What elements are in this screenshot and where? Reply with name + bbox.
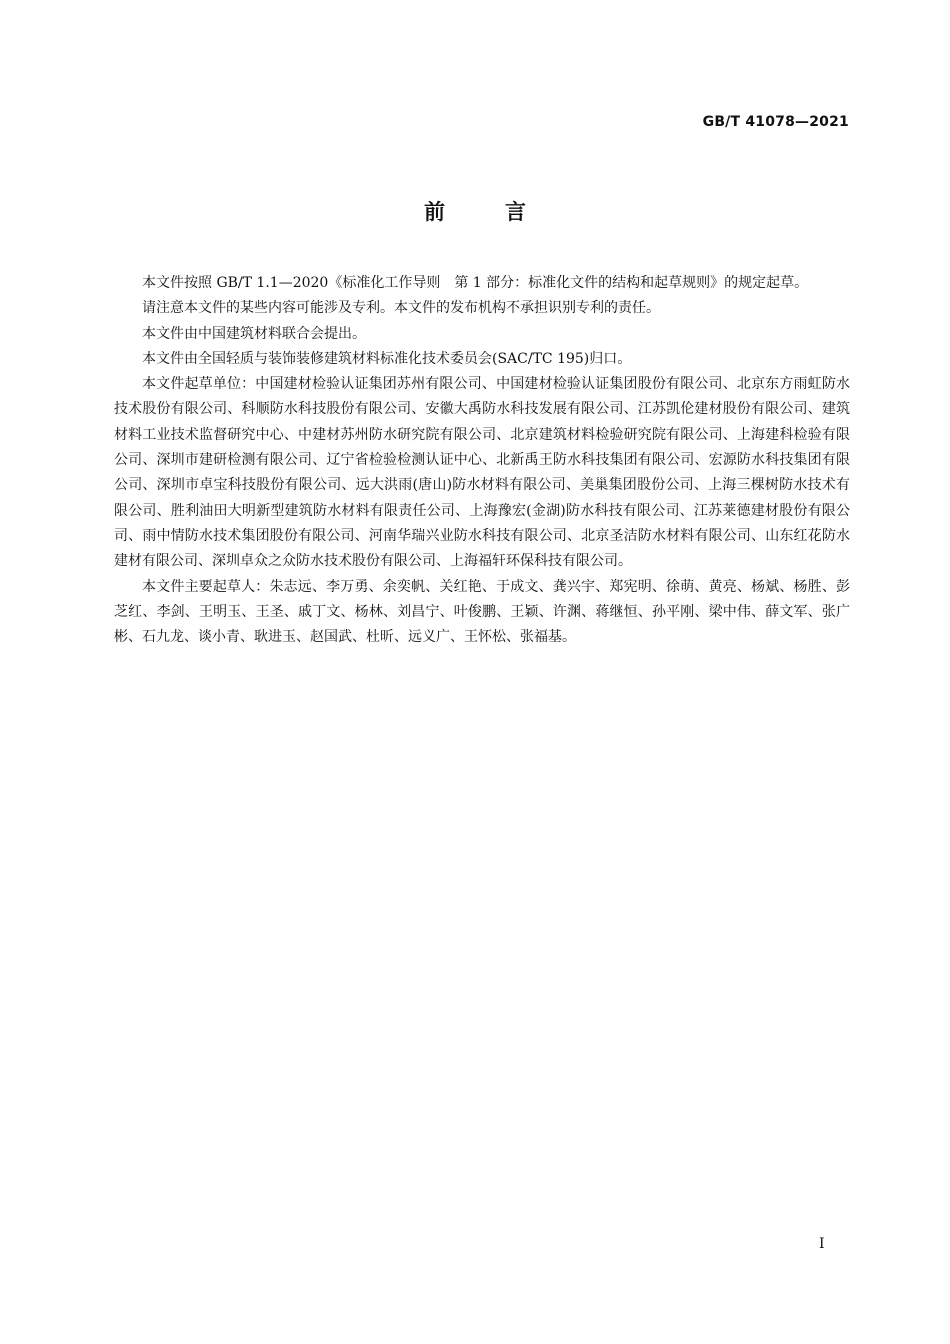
paragraph-patent-notice: 请注意本文件的某些内容可能涉及专利。本文件的发布机构不承担识别专利的责任。 — [142, 300, 660, 317]
paragraph-drafting-rules: 本文件按照 GB/T 1.1—2020《标准化工作导则 第 1 部分：标准化文件的结构和起草规则》的规定起草。 — [142, 275, 809, 291]
paragraph-proposer: 本文件由中国建筑材料联合会提出。 — [142, 325, 366, 342]
title-char-2: 言 — [505, 200, 526, 224]
page-title — [0, 196, 950, 226]
paragraph-drafters: 本文件主要起草人：朱志远、李万勇、余奕帆、关红艳、于成文、龚兴宇、郑宪明、徐萌、黄亮、杨斌、杨胜、彭芝红、李剑、王明玉、王圣、戚丁文、杨林、刘昌宁、叶俊鹏、王颖、许渊、蒋继恒、孙平刚、梁中伟、薛文军、张广彬、石九龙、谈小青、耿进玉、赵国武、杜昕、远义广、王怀松、张福基。 — [114, 578, 850, 646]
paragraph-drafting-units: 本文件起草单位：中国建材检验认证集团苏州有限公司、中国建材检验认证集团股份有限公司、北京东方雨虹防水技术股份有限公司、科顺防水科技股份有限公司、安徽大禹防水科技发展有限公司、江苏凯伦建材股份有限公司、建筑材料工业技术监督研究中心、中建材苏州防水研究院有限公司、北京建筑材料检验研究院有限公司、上海建科检验有限公司、深圳市建研检测有限公司、辽宁省检验检测认证中心、北新禹王防水科技集团有限公司、宏源防水科技集团有限公司、深圳市卓宝科技股份有限公司、远大洪雨(唐山)防水材料有限公司、美巢集团股份公司、上海三棵树防水技术有限公司、胜利油田大明新型建筑防水材料有限责任公司、上海豫宏(金湖)防水科技有限公司、江苏莱德建材股份有限公司、雨中情防水技术集团股份有限公司、河南华瑞兴业防水科技有限公司、北京圣洁防水材料有限公司、山东红花防水建材有限公司、深圳卓众之众防水技术股份有限公司、上海福轩环保科技有限公司。 — [114, 376, 850, 570]
paragraph-committee: 本文件由全国轻质与装饰装修建筑材料标准化技术委员会(SAC/TC 195)归口。 — [142, 350, 632, 367]
page-number: I — [819, 1236, 825, 1252]
title-char-1: 前 — [424, 200, 445, 224]
standard-number: GB/T 41078—2021 — [702, 114, 849, 130]
document-body — [114, 271, 850, 650]
